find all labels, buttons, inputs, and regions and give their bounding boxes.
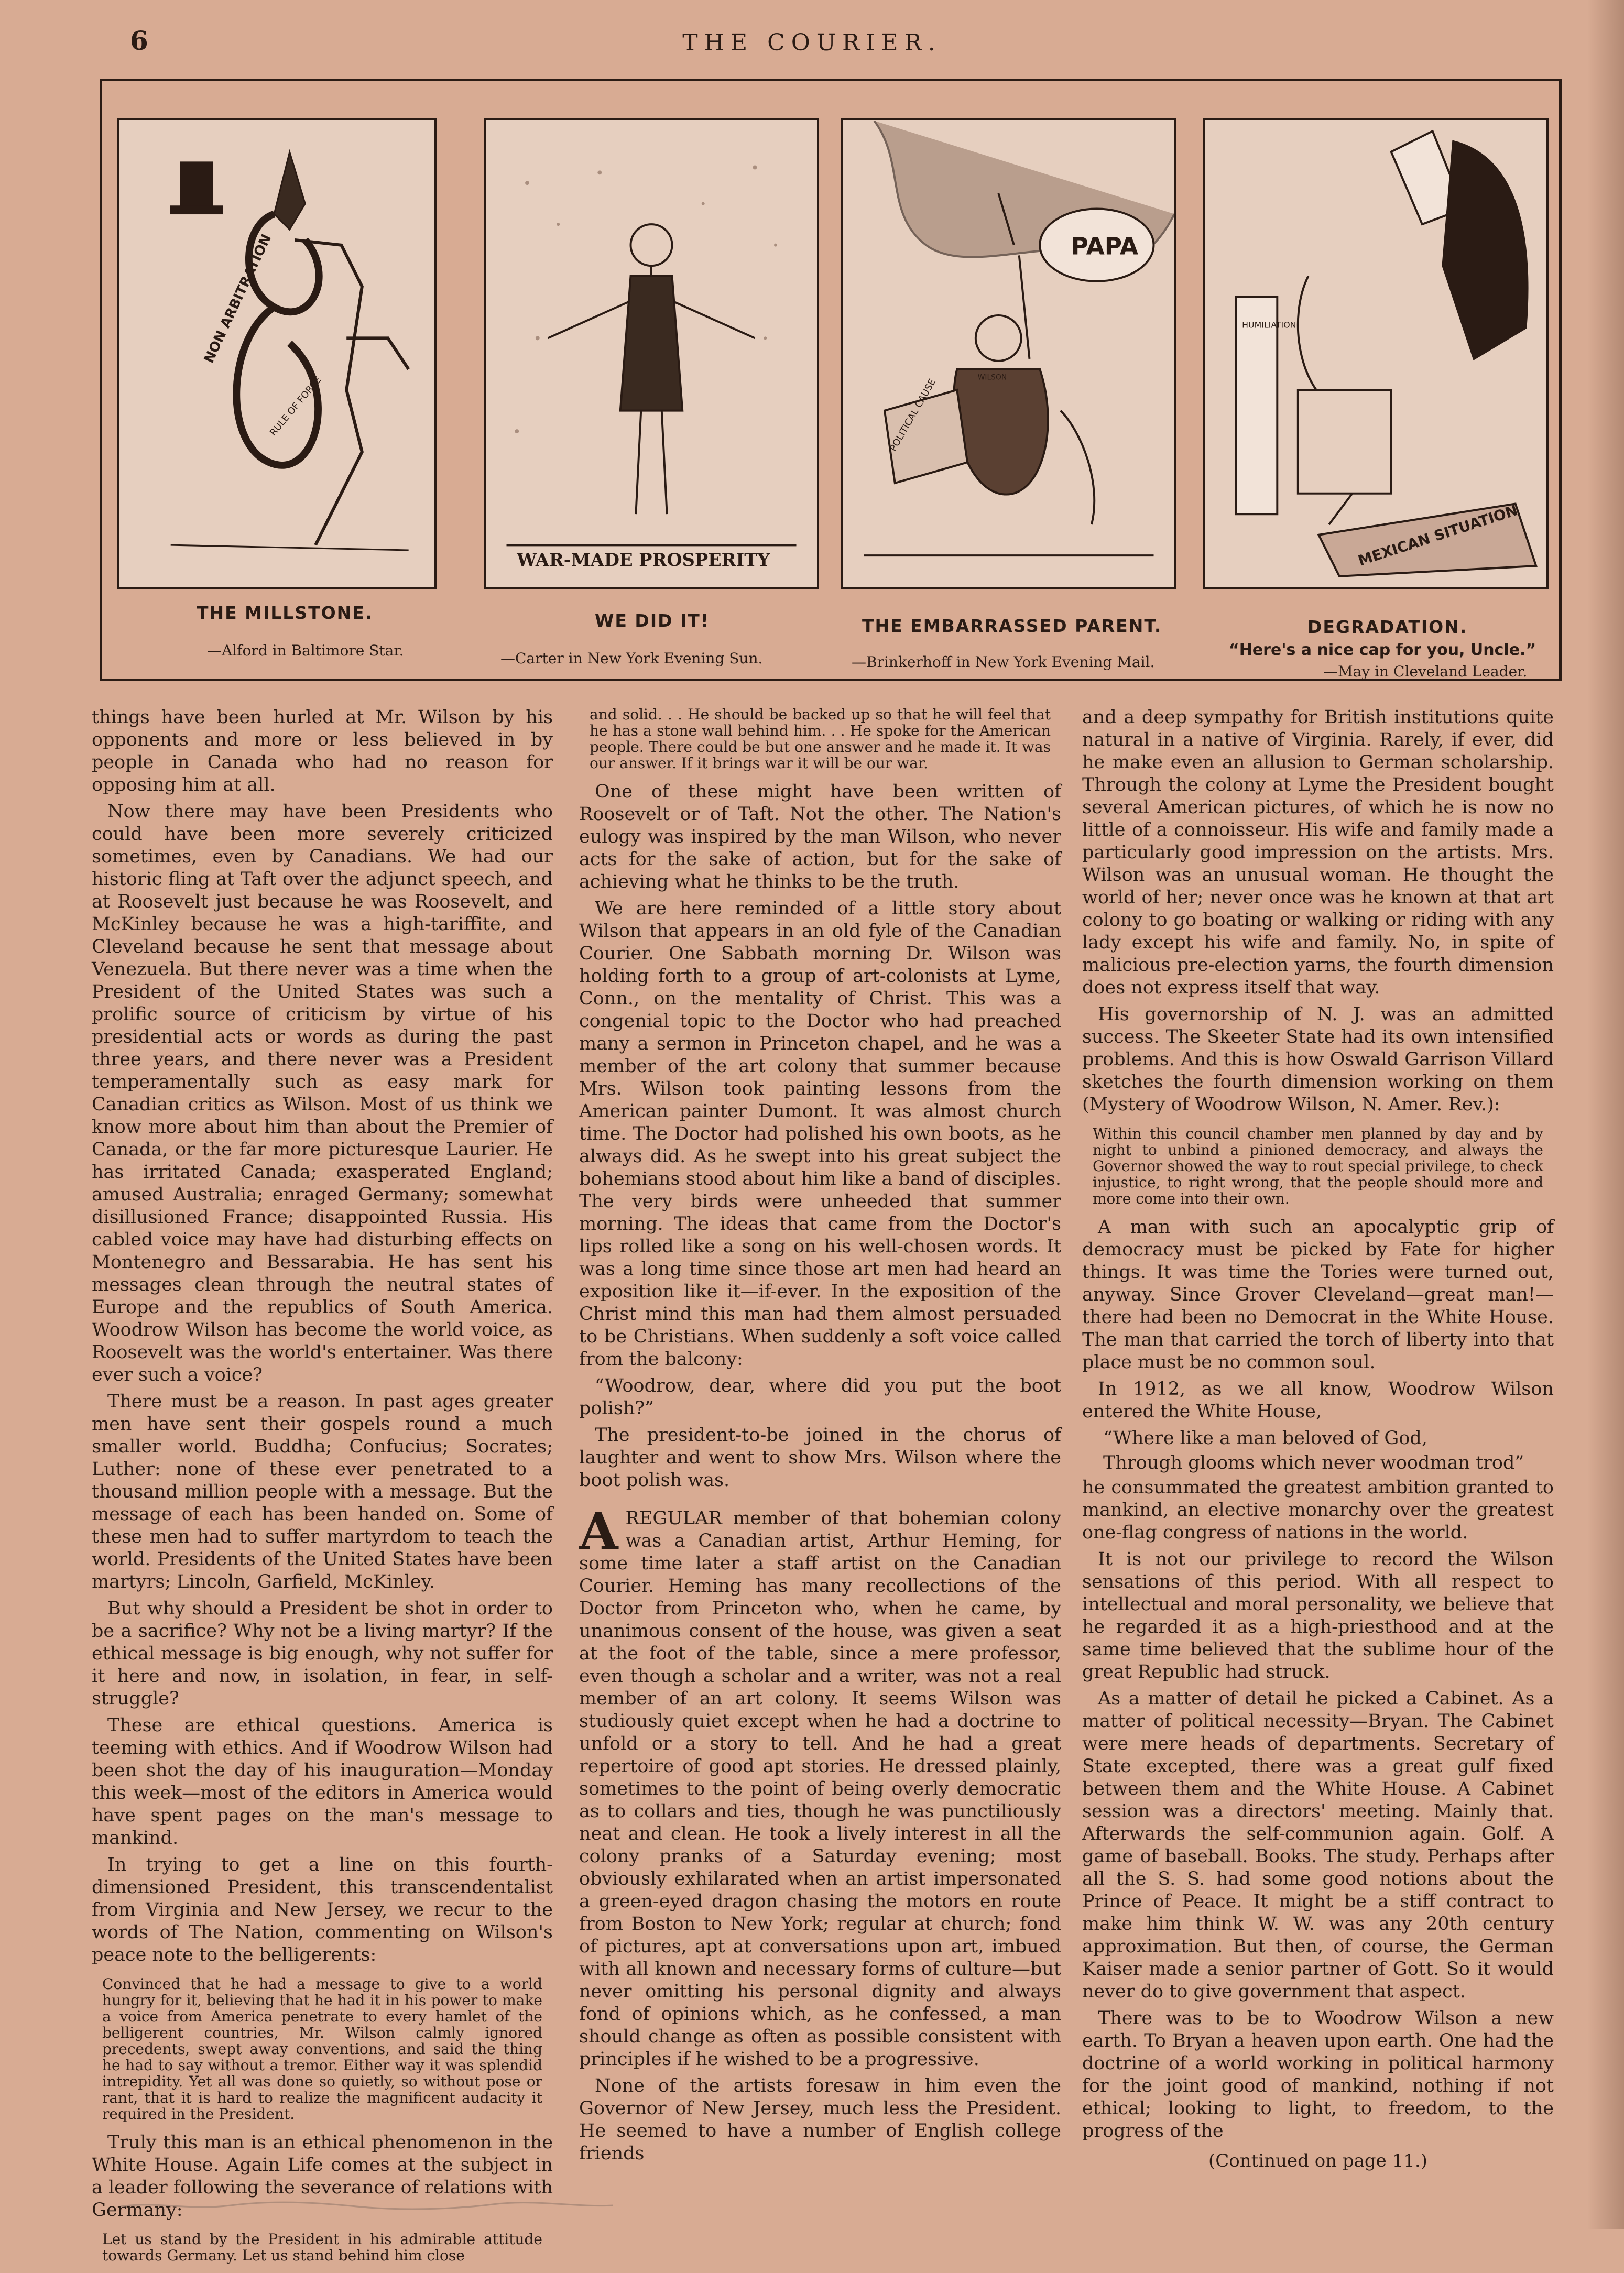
- faded-handwriting-mark: [115, 2198, 618, 2213]
- caption-credit-we-did-it: —Carter in New York Evening Sun.: [500, 650, 763, 667]
- caption-credit-embarrassed-parent: —Brinkerhoff in New York Evening Mail.: [852, 653, 1155, 671]
- article-column-3: [1082, 706, 1554, 2172]
- page-number: 6: [130, 25, 148, 56]
- cartoon-we-did-it: [484, 118, 819, 589]
- life-quote: Let us stand by the President in his admirable attitude towards Germany. Let us stand behind him close: [102, 2231, 542, 2264]
- col3-paragraph: A man with such an apocalyptic grip of democracy must be picked by Fate for higher things. It was time the Tories were turned out, anyway. Since Grover Cleveland—great man!—there had been no Democrat in the White House. The man that carried the torch of liberty into that place must be no common soul.: [1082, 1217, 1554, 1373]
- millstone-illustration: [119, 120, 434, 587]
- col3-paragraph: he consummated the greatest ambition granted to mankind, an elective monarchy over the greatest one-flag congress of nations in the world.: [1082, 1477, 1554, 1543]
- col3-paragraph: and a deep sympathy for British institutions quite natural in a native of Virginia. Rarely, if ever, did he make even an allusion to German scholarship. Through the colony at Lyme the President bought several American pictures, of which he is now no little of a connoisseur. His wife and family made a particularly good impression on the artists. Mrs. Wilson was an unusual woman. He thought the world of her; never once was he known at that art colony to go boating or walking or riding with any lady except his wife and family. No, in spite of malicious pre-election yarns, the fourth dimension does not express itself that way.: [1082, 707, 1554, 998]
- col2-dropcap-paragraph: [579, 1502, 1061, 2071]
- caption-credit-millstone: —Alford in Baltimore Star.: [207, 642, 404, 659]
- article-column-1: [92, 706, 553, 2273]
- page-edge-shadow: [1587, 0, 1624, 2229]
- millstone-label-2: RULE OF FORCE: [268, 375, 324, 439]
- cartoon-degradation: [1203, 118, 1549, 589]
- article-column-2: [579, 706, 1061, 2169]
- col3-paragraph: His governorship of N. J. was an admitted success. The Skeeter State had its own intensified problems. And this is how Oswald Garrison Villard sketches the fourth dimension working on them (Mystery of Woodrow Wilson, N. Amer. Rev.):: [1082, 1004, 1554, 1115]
- cartoon-embarrassed-parent: [841, 118, 1176, 589]
- caption-title-millstone: THE MILLSTONE.: [197, 603, 373, 623]
- we-did-it-label: WAR-MADE PROSPERITY: [517, 549, 770, 570]
- col3-paragraph: In 1912, as we all know, Woodrow Wilson entered the White House,: [1082, 1379, 1554, 1422]
- col2-paragraph: The president-to-be joined in the chorus of laughter and went to show Mrs. Wilson where the boot polish was.: [579, 1425, 1061, 1491]
- degradation-illustration: [1205, 120, 1546, 587]
- nation-quote: Convinced that he had a message to give to a world hungry for it, believing that he had it in his power to make a voice from America penetrate to every hamlet of the belligerent countries, Mr. Wilson calmly ignored precedents, swept away conventions, and said the thing he had to say without a tremor. Either way it was splendid intrepidity. Yet all was done so quietly, so without pose or rant, that it is hard to realize the magnificent audacity it required in the President.: [102, 1975, 542, 2123]
- we-did-it-illustration: [486, 120, 817, 587]
- caption-title-degradation: DEGRADATION.: [1307, 617, 1468, 637]
- caption-quote-degradation: “Here's a nice cap for you, Uncle.”: [1229, 641, 1536, 659]
- caption-title-embarrassed-parent: THE EMBARRASSED PARENT.: [862, 616, 1162, 636]
- col1-paragraph: In trying to get a line on this fourth-dimensioned President, this transcendentalist from Virginia and New Jersey, we recur to the words of The Nation, commenting on Wilson's peace note to the belligerents:: [92, 1854, 553, 1965]
- wilson-label: WILSON: [977, 373, 1007, 382]
- col3-paragraph: There was to be to Woodrow Wilson a new earth. To Bryan a heaven upon earth. One had the doctrine of a world working in political harmony for the joint good of mankind, nothing if not ethical; looking to light, to freedom, to the progress of the: [1082, 2008, 1554, 2141]
- caption-title-we-did-it: WE DID IT!: [595, 610, 710, 631]
- cartoon-millstone: [117, 118, 437, 589]
- political-cause-label: POLITICAL CAUSE: [888, 377, 939, 454]
- col1-paragraph: There must be a reason. In past ages greater men have sent their gospels round a much smaller world. Buddha; Confucius; Socrates; Luther: none of these ever penetrated to a thousand million people with a message. But the message of each has been handed on. Some of these men had to suffer martyrdom to teach the world. Presidents of the United States have been martyrs; Lincoln, Garfield, McKinley.: [92, 1391, 553, 1592]
- masthead: THE COURIER.: [682, 29, 942, 56]
- life-quote-continued: and solid. . . He should be backed up so that he will feel that he has a stone wall behind him. . . He spoke for the American people. There could be but one answer and he made it. It was our answer. If it brings war it will be our war.: [590, 706, 1051, 772]
- col3-paragraph: It is not our privilege to record the Wilson sensations of this period. With all respect to intellectual and moral personality, we believe that he regarded it as a high-priesthood and at the same time believed that the sublime hour of the great Republic had struck.: [1082, 1549, 1554, 1682]
- millstone-label-1: NON ARBITRATION: [201, 232, 275, 366]
- col2-paragraph: “Woodrow, dear, where did you put the boot polish?”: [579, 1375, 1061, 1419]
- col2-paragraph: We are here reminded of a little story about Wilson that appears in an old fyle of the Canadian Courier. One Sabbath morning Dr. Wilson was holding forth to a group of art-colonists at Lyme, Conn., on the mentality of Christ. This was a congenial topic to the Doctor who had preached many a sermon in Princeton chapel, and he was a member of the art colony that summer because Mrs. Wilson took painting lessons from the American painter Dumont. It was almost church time. The Doctor had polished his own boots, as he always did. As he swept into his great subject the bohemians stood about him like a band of disciples. The very birds were unheeded that summer morning. The ideas that came from the Doctor's lips rolled like a song on his well-chosen words. It was a long time since those art men had heard an exposition like it—if-ever. In the exposition of the Christ mind this man had them almost persuaded to be Christians. When suddenly a soft voice called from the balcony:: [579, 898, 1061, 1370]
- embarrassed-parent-illustration: [843, 120, 1174, 587]
- caption-credit-degradation: —May in Cleveland Leader.: [1323, 663, 1528, 680]
- col1-paragraph: Now there may have been Presidents who could have been more severely criticized sometimes, even by Canadians. We had our historic fling at Taft over the adjunct speech, and at Roosevelt just because he was Roosevelt, and McKinley because he was a high-tariffite, and Cleveland because he sent that message about Venezuela. But there never was a time when the President of the United States was such a prolific source of criticism by virtue of his presidential acts or words as during the past three years, and there never was a President temperamentally such as easy mark for Canadian critics as Wilson. Most of us think we know more about him than about the Premier of Canada, or the far more picturesque Laurier. He has irritated Canada; exasperated England; amused Australia; enraged Germany; somewhat disillusioned France; disappointed Russia. His cabled voice may have had disturbing effects on Montenegro and Bessarabia. He has sent his messages clean through the neutral states of Europe and the republics of South America. Woodrow Wilson has become the world voice, as Roosevelt was the world's entertainer. Was there ever such a voice?: [92, 801, 553, 1385]
- continued-notice: (Continued on page 11.): [1208, 2150, 1427, 2171]
- col1-paragraph: things have been hurled at Mr. Wilson by his opponents and more or less believed in by people in Canada who had no reason for opposing him at all.: [92, 707, 553, 795]
- mexican-situation-label: MEXICAN SITUATION: [1356, 501, 1520, 570]
- verse-line: Through glooms which never woodman trod”: [1103, 1452, 1524, 1473]
- humiliation-label: HUMILIATION: [1242, 320, 1296, 330]
- verse-line: “Where like a man beloved of God,: [1103, 1428, 1427, 1449]
- col1-paragraph: These are ethical questions. America is teeming with ethics. And if Woodrow Wilson had been shot the day of his inauguration—Monday this week—most of the editors in America would have spent pages on the man's message to mankind.: [92, 1715, 553, 1849]
- papa-label: PAPA: [1071, 232, 1139, 260]
- villard-quote: Within this council chamber men planned by day and by night to unbind a pinioned democracy, and always the Governor showed the way to rout special privilege, to check injustice, to right wrong, that the people should more and more come into their own.: [1093, 1125, 1543, 1207]
- cartoon-frame: [100, 79, 1562, 681]
- col2-paragraph: None of the artists foresaw in him even the Governor of New Jersey, much less the President. He seemed to have a number of English college friends: [579, 2075, 1061, 2164]
- col1-paragraph: Truly this man is an ethical phenomenon in the White House. Again Life comes at the subject in a leader following the severance of relations with Germany:: [92, 2132, 553, 2221]
- col1-paragraph: But why should a President be shot in order to be a sacrifice? Why not be a living martyr? If the ethical message is big enough, why not suffer for it here and now, in isolation, in fear, in self-struggle?: [92, 1598, 553, 1709]
- col2-paragraph: One of these might have been written of Roosevelt or of Taft. Not the other. The Nation's eulogy was inspired by the man Wilson, who never acts for the sake of action, but for the sake of achieving what he thinks to be the truth.: [579, 781, 1061, 892]
- dropcap-text: REGULAR member of that bohemian colony was a Canadian artist, Arthur Heming, for some time later a staff artist on the Canadian Courier. Heming has many recollections of the Doctor from Princeton who, when he came, by unanimous consent of the house, was given a seat at the foot of the table, since a mere professor, even though a scholar and a writer, was not a real member of an art colony. It seems Wilson was studiously quiet except when he had a doctrine to unfold or a story to tell. And he had a great repertoire of good apt stories. He dressed plainly, sometimes to the point of being overly democratic as to collars and ties, though he was punctiliously neat and clean. He took a lively interest in all the colony pranks of a Saturday evening; most obviously exhilarated when an artist impersonated a green-eyed dragon chasing the motors en route from Boston to New York; regular at church; fond of pictures, apt at conversations upon art, imbued with all known and necessary forms of culture—but never omitting his personal dignity and always fond of opinions which, as he confessed, a man should change as often as possible consistent with principles if he wished to be a progressive.: [579, 1508, 1061, 2070]
- col3-paragraph: As a matter of detail he picked a Cabinet. As a matter of political necessity—Bryan. The Cabinet were mere heads of departments. Secretary of State excepted, there was a great gulf fixed between them and the White House. A Cabinet session was a directors' meeting. Mainly that. Afterwards the self-communion again. Golf. A game of baseball. Books. The study. Perhaps after all the S. S. had some good notions about the Prince of Peace. It might be a stiff contract to make him think W. W. was any 20th century approximation. But then, of course, the German Kaiser made a senior partner of Gott. So it would never do to give government that aspect.: [1082, 1688, 1554, 2002]
- drop-cap: A: [579, 1502, 618, 1561]
